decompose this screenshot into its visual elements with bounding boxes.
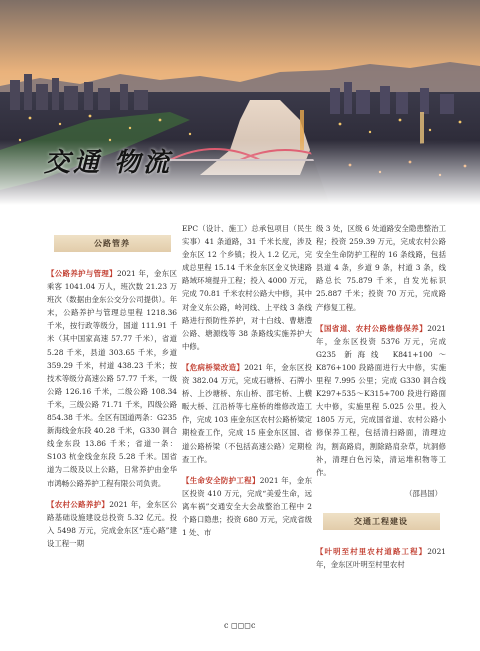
text-column-3 [316, 222, 446, 579]
paragraph-tag: 【国省道、农村公路维修保养】 [316, 323, 428, 333]
paragraph-tag: 【生命安全防护工程】 [182, 475, 260, 485]
paragraph-tag: 【叶明至村里农村道路工程】 [316, 546, 428, 556]
paragraph [316, 322, 446, 479]
paragraph [316, 222, 446, 314]
paragraph-body: 2021 年，金东区公路基础设施建设总投资 5.32 亿元。投入 5498 万元，完成金东区“连心路”建设工程一期 [47, 499, 177, 548]
paragraph-body: 2021 年，金东区投资 410 万元，完成“美爱生命，远离车祸”交通安全大会战整治工程中 2 个路口隐患；投资 680 万元，完成省级 1 处、市 [182, 475, 312, 538]
text-column-1 [47, 222, 177, 558]
paragraph-body: 级 3 处，区级 6 处道路安全隐患整治工程；投资 259.39 万元，完成农村公路安全生命防护工程的 16 条线路，包括县道 4 条，乡道 9 条，村道 3 条，线路总长 75.879 千米，自发光标识 25.887 千米；投资 70 万元，完成路产修复工程。 [316, 224, 446, 312]
author-credit: （邵昌国） [405, 488, 442, 498]
paragraph [182, 361, 312, 466]
section-header: 交通工程建设 [323, 513, 440, 530]
page-banner-title: 交通 物流 [44, 148, 173, 178]
section-header: 公路管养 [54, 235, 171, 252]
paragraph-body: 2021 年，金东区乘客 1041.04 万人，班次数 21.23 万班次（数据由金东公交分公司提供）。年末，公路养护与管理总里程 1218.36 千米，按行政等级分，国道 111.91 千米（其中国家高速 57.77 千米），省道 5.28 千米，县道 303.65 千米，乡道 359.29 千米，村道 438.23 千米；按技术等级分高速公路 57.77 千米，一级公路 126.16 千米，二级公路 108.34 千米，三级公路 71.71 千米，四级公路 854.38 千米。全区有国道两条：G235 新海线金东段 40.28 千米，G330 洞合线金东段 13.86 千米；省道一条：S103 杭金线金东段 5.28 千米。国省道为二级及以上公路，日常养护由金华市鸿畅公路养护工程有限公司负责。 [47, 269, 177, 488]
paragraph [47, 498, 177, 550]
paragraph-body: 2021 年，金东区叶明至村里农村 [316, 546, 446, 569]
paragraph-body: 2021 年，金东区投资 382.04 万元，完成石塘桥、石牌小桥、上沙塘桥、东山桥、邵宅桥、上横畈大桥、江沿桥等七座桥的维修改造工作，完成 103 座金东区农村公路桥梁定期检查工作，完成 15 座金东区国、省道公路桥梁（不包括高速公路）定期检查工作。 [182, 362, 312, 464]
page-footer: c ◻◻◻c [224, 621, 256, 630]
text-column-2 [182, 222, 312, 547]
paragraph-body: 2021 年，金东区投资 5376 万元，完成 G235 新海线 K841+100～K876+100 段路面进行大中修，实施里程 7.995 公里；完成 G330 洞合线 K297+535～K315+700 段进行路面大中修，实施里程 5.025 公里。投入 1805 万元，完成国省道、农村公路小修保养工程，包括清扫路面，清理边沟，割高路肩，割除路肩杂草，坑洞修补，清理白色污染，清运堆积物等工作。 [316, 323, 446, 477]
paragraph-tag: 【公路养护与管理】 [47, 269, 117, 278]
paragraph [182, 222, 312, 353]
paragraph-tag: 【农村公路养护】 [47, 499, 110, 509]
paragraph [316, 545, 446, 571]
paragraph-body: EPC（设计、施工）总承包项目（民生实事）41 条道路，31 千米长度，涉及金东区 12 个乡镇；投入 1.2 亿元，完成总里程 15.14 千米金东区金义快速路路域环境提升工程；投入 4000 万元，完成 70.81 千米农村公路大中修，其中对金义东公路，岭河线、上平线 3 条线路进行预防性养护，对十白线、曹塘澧公路、塘源线等 38 条路线实施养护大中修。 [182, 224, 312, 351]
paragraph [182, 474, 312, 539]
paragraph [47, 267, 177, 490]
paragraph-tag: 【危病桥梁改造】 [182, 362, 245, 372]
